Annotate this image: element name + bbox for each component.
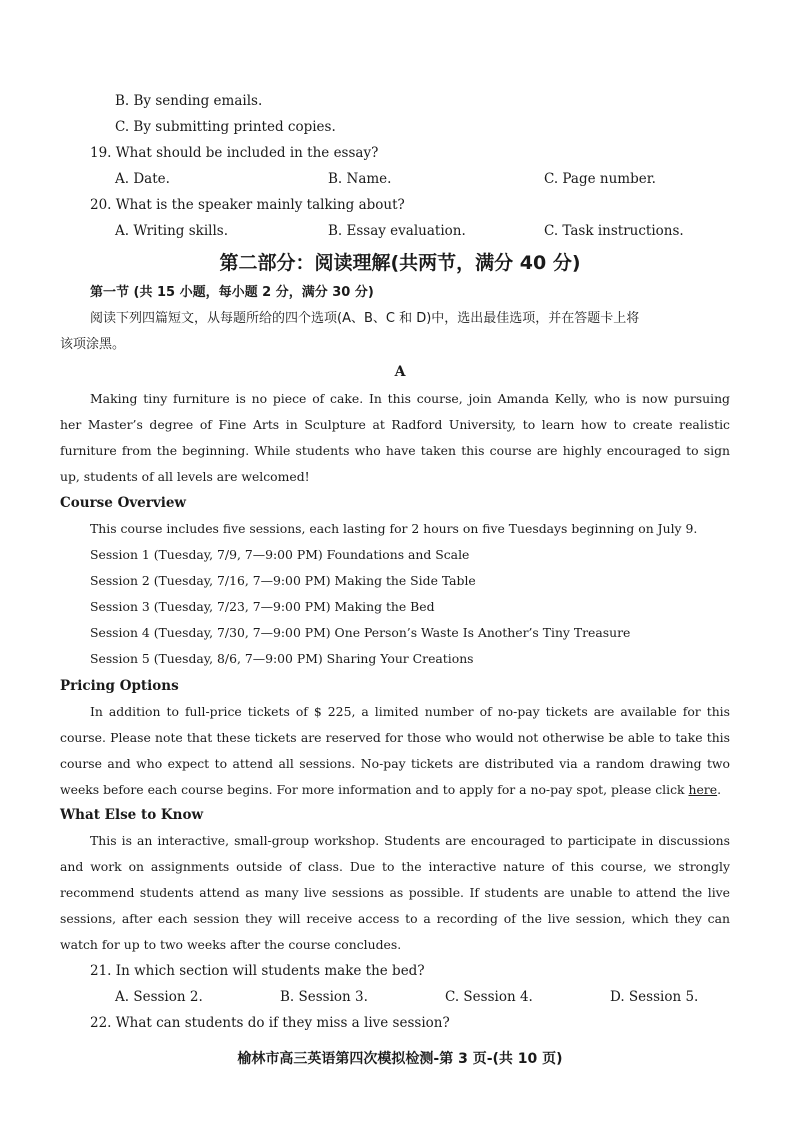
session-3: Session 3 (Tuesday, 7/23, 7—9:00 PM) Making the Bed — [90, 599, 435, 614]
overview-heading: Course Overview — [60, 495, 187, 511]
session-1: Session 1 (Tuesday, 7/9, 7—9:00 PM) Foundations and Scale — [90, 547, 470, 562]
q19-option-c: C. Page number. — [544, 171, 656, 187]
pricing-line-2: course. Please note that these tickets are reserved for those who would not otherwise be able to take this — [60, 730, 730, 745]
else-line-1: This is an interactive, small-group workshop. Students are encouraged to participate in discussions — [90, 833, 730, 848]
q21-option-c: C. Session 4. — [445, 989, 533, 1005]
intro-line-4: up, students of all levels are welcomed! — [60, 469, 310, 484]
section1-heading: 第一节 (共 15 小题，每小题 2 分，满分 30 分) — [90, 285, 374, 300]
q21-question: 21. In which section will students make the bed? — [90, 963, 425, 979]
q22-question: 22. What can students do if they miss a live session? — [90, 1015, 450, 1031]
q20-option-b: B. Essay evaluation. — [328, 223, 466, 239]
else-line-5: watch for up to two weeks after the course concludes. — [60, 937, 402, 952]
instructions-line-1: 阅读下列四篇短文，从每题所给的四个选项(A、B、C 和 D)中，选出最佳选项，并在答题卡上将 — [90, 311, 640, 326]
q21-option-b: B. Session 3. — [280, 989, 368, 1005]
q21-option-a: A. Session 2. — [115, 989, 203, 1005]
q19-option-b: B. Name. — [328, 171, 392, 187]
q19-question: 19. What should be included in the essay? — [90, 145, 379, 161]
page-footer: 榆林市高三英语第四次模拟检测-第 3 页-(共 10 页) — [237, 1051, 563, 1067]
pricing-line-1: In addition to full-price tickets of $ 225, a limited number of no-pay tickets are available for this — [90, 704, 730, 719]
part2-title: 第二部分：阅读理解(共两节，满分 40 分) — [219, 252, 581, 274]
q21-option-d: D. Session 5. — [610, 989, 699, 1005]
session-5: Session 5 (Tuesday, 8/6, 7—9:00 PM) Sharing Your Creations — [90, 651, 474, 666]
instructions-line-2: 该项涂黑。 — [60, 337, 126, 352]
q21-options — [0, 988, 800, 1006]
no-pay-apply-link[interactable]: here — [688, 782, 718, 797]
q19-options — [0, 170, 800, 188]
session-2: Session 2 (Tuesday, 7/16, 7—9:00 PM) Making the Side Table — [90, 573, 476, 588]
else-heading: What Else to Know — [60, 807, 204, 823]
q20-option-a: A. Writing skills. — [115, 223, 229, 239]
session-4: Session 4 (Tuesday, 7/30, 7—9:00 PM) One Person’s Waste Is Another’s Tiny Treasure — [90, 625, 631, 640]
intro-line-2: her Master’s degree of Fine Arts in Sculpture at Radford University, to learn how to create realistic — [60, 417, 730, 432]
pricing-heading: Pricing Options — [60, 678, 179, 694]
else-line-3: recommend students attend as many live sessions as possible. If students are unable to attend the live — [60, 885, 730, 900]
pricing-line-3: course and who expect to attend all sessions. No-pay tickets are distributed via a random drawing two — [60, 756, 730, 771]
overview-text: This course includes five sessions, each lasting for 2 hours on five Tuesdays beginning on July 9. — [90, 521, 698, 536]
passage-label: A — [394, 364, 406, 380]
else-line-4: sessions, after each session they will receive access to a recording of the live session, which they can — [60, 911, 730, 926]
q20-option-c: C. Task instructions. — [544, 223, 684, 239]
q18-option-c: C. By submitting printed copies. — [115, 119, 336, 135]
pricing-line-4-period: . — [717, 782, 722, 797]
q18-option-b: B. By sending emails. — [115, 93, 263, 109]
intro-line-3: furniture from the beginning. While students who have taken this course are highly encouraged to sign — [60, 443, 730, 458]
q19-option-a: A. Date. — [115, 171, 170, 187]
q20-options — [0, 222, 800, 240]
pricing-line-4 — [60, 781, 721, 799]
else-line-2: and work on assignments outside of class. Due to the interactive nature of this course, we strongly — [60, 859, 730, 874]
pricing-line-4-text: weeks before each course begins. For more information and to apply for a no-pay spot, please click — [60, 782, 685, 797]
q20-question: 20. What is the speaker mainly talking about? — [90, 197, 405, 213]
intro-line-1: Making tiny furniture is no piece of cake. In this course, join Amanda Kelly, who is now pursuing — [90, 391, 730, 406]
